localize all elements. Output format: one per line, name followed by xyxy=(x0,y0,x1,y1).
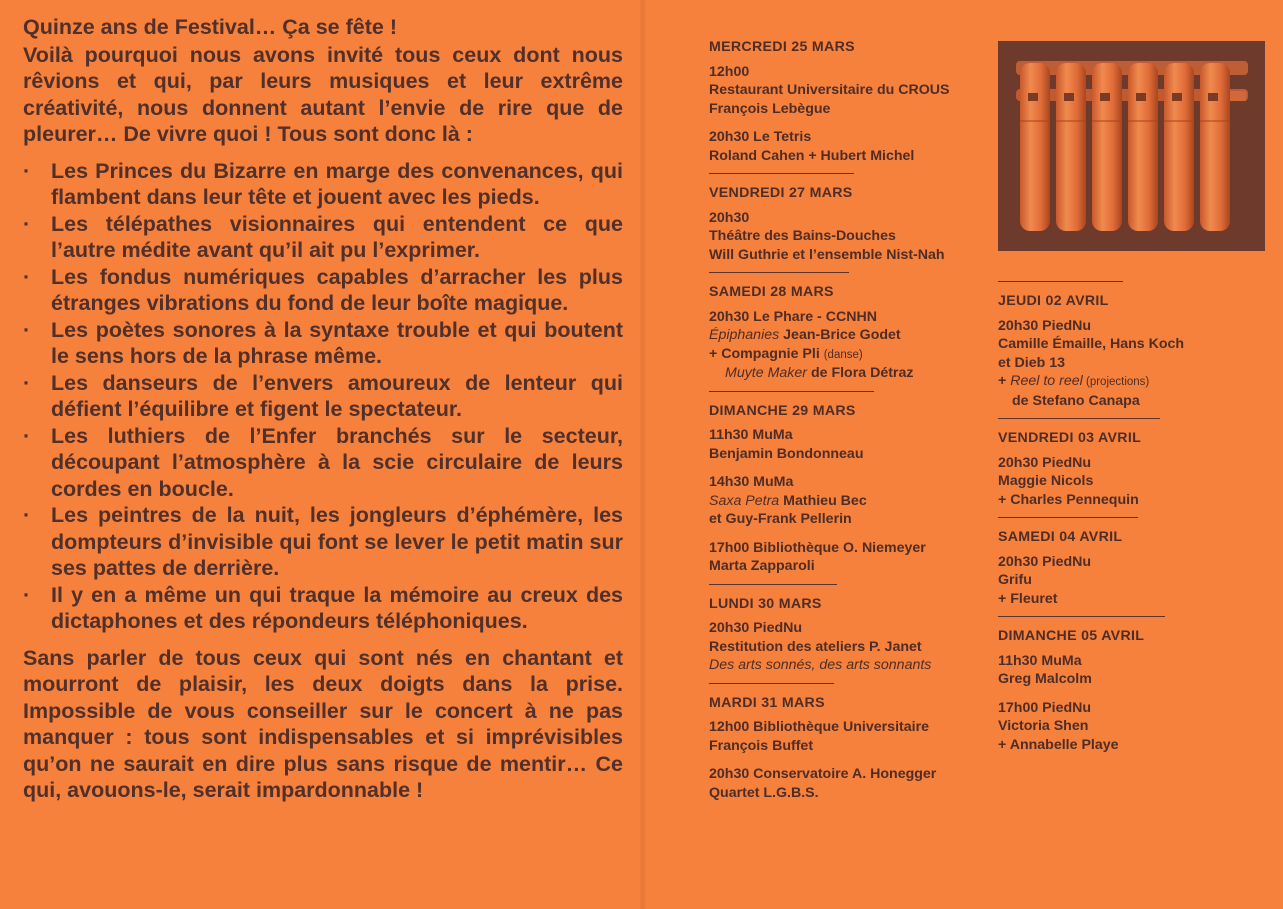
list-item-text: Les Princes du Bizarre en marge des convenances, qui flambent dans leur tête et jouent avec les pieds. xyxy=(51,158,623,209)
divider xyxy=(998,517,1138,518)
event-artist: et Guy-Frank Pellerin xyxy=(709,511,852,527)
list-item xyxy=(23,264,623,317)
day-heading: JEUDI 02 AVRIL xyxy=(998,293,1109,309)
page-fold xyxy=(640,0,646,909)
list-item xyxy=(23,370,623,423)
event-time: 17h00 PiedNu xyxy=(998,699,1092,716)
bullet: · xyxy=(23,582,31,607)
event-time: 20h30 Le Phare - CCNHN xyxy=(709,308,877,325)
list-item xyxy=(23,317,623,370)
event-artist: Camille Émaille, Hans Koch xyxy=(998,336,1185,352)
event-time: 17h00 Bibliothèque O. Niemeyer xyxy=(709,539,926,556)
event-artist: Marta Zapparoli xyxy=(709,558,815,574)
divider xyxy=(709,272,849,273)
event-artist: + Compagnie Pli (danse) xyxy=(709,345,863,362)
list-item-text: Les poètes sonores à la syntaxe trouble et qui boutent le sens hors de la phrase même. xyxy=(51,317,623,368)
list-item-text: Les danseurs de l’envers amoureux de lenteur qui défient l’équilibre et figent le spectateur. xyxy=(51,370,623,421)
event-artist: Roland Cahen + Hubert Michel xyxy=(709,147,915,164)
list-item xyxy=(23,502,623,582)
event-artist: Benjamin Bondonneau xyxy=(709,445,864,462)
bullet: · xyxy=(23,370,31,395)
list-item xyxy=(23,582,623,635)
event-venue: Théâtre des Bains-Douches xyxy=(709,228,896,244)
program-day xyxy=(709,283,989,383)
program-day xyxy=(709,38,989,165)
event-artist: Will Guthrie et l’ensemble Nist-Nah xyxy=(709,246,945,263)
list-item xyxy=(23,423,623,503)
divider xyxy=(998,418,1160,419)
day-heading: VENDREDI 27 MARS xyxy=(709,185,853,201)
bullet: · xyxy=(23,158,31,183)
event-time: 20h30 PiedNu xyxy=(998,317,1092,334)
event-time: 20h30 Conservatoire A. Honegger xyxy=(709,766,937,782)
day-heading: DIMANCHE 05 AVRIL xyxy=(998,628,1145,644)
event-time: 20h30 PiedNu xyxy=(709,620,803,636)
event-time: 11h30 MuMa xyxy=(998,652,1082,669)
divider xyxy=(709,173,854,174)
bullet: · xyxy=(23,264,31,289)
intro-paragraph: Voilà pourquoi nous avons invité tous ceux dont nous rêvions et qui, par leurs musiques et leur extrême créativité, nous donnent autant l’envie de rire que de pleurer… De vivre quoi ! Tous sont donc là : xyxy=(23,42,623,146)
sculpture-image xyxy=(998,41,1265,251)
program-day xyxy=(709,694,989,803)
event-artist: Quartet L.G.B.S. xyxy=(709,784,819,801)
program-day xyxy=(998,429,1278,509)
event-time: 11h30 MuMa xyxy=(709,427,793,443)
bullet: · xyxy=(23,503,31,527)
program-day xyxy=(998,627,1278,754)
list-item-text: Les luthiers de l’Enfer branchés sur le secteur, découpant l’atmosphère à la scie circulaire de leurs cordes en boucle. xyxy=(51,423,623,501)
event-artist: Maggie Nicols xyxy=(998,473,1094,489)
list-item-text: Les peintres de la nuit, les jongleurs d’éphémère, les dompteurs d’invisible qui font se lever le petit matin sur ses pattes de derrière. xyxy=(51,503,623,580)
bullet: · xyxy=(23,317,31,342)
program-column-1 xyxy=(709,38,989,802)
day-heading: VENDREDI 03 AVRIL xyxy=(998,430,1142,446)
divider xyxy=(709,391,874,392)
event-artist: + Charles Pennequin xyxy=(998,491,1139,508)
program-day xyxy=(709,184,989,264)
intro-text-block xyxy=(23,14,623,804)
event-artist: et Dieb 13 xyxy=(998,354,1066,371)
performer-list xyxy=(23,158,623,635)
list-item-text: Les fondus numériques capables d’arracher les plus étranges vibrations du fond de leur boîte magique. xyxy=(51,264,623,315)
event-artist: François Buffet xyxy=(709,737,814,754)
event-artist: François Lebègue xyxy=(709,100,831,117)
sculpture-photo xyxy=(998,41,1265,251)
list-item-text: Il y en a même un qui traque la mémoire au creux des dictaphones et des répondeurs téléphoniques. xyxy=(51,582,623,633)
divider xyxy=(709,584,837,585)
day-heading: MERCREDI 25 MARS xyxy=(709,39,855,55)
program-day xyxy=(709,402,989,576)
program-day xyxy=(709,595,989,675)
divider xyxy=(998,281,1123,282)
bullet: · xyxy=(23,211,31,236)
event-time: 20h30 PiedNu xyxy=(998,454,1092,471)
event-time: 14h30 MuMa xyxy=(709,474,794,490)
event-artist: Muyte Maker de Flora Détraz xyxy=(725,365,914,381)
event-subtitle: Des arts sonnés, des arts sonnants xyxy=(709,657,932,673)
outro-paragraph: Sans parler de tous ceux qui sont nés en chantant et mourront de plaisir, les deux doigts dans la prise. Impossible de vous conseiller sur le concert à ne pas manquer : tous sont indispensables et si imprévisibles qu’on ne saurait en dire plus sans risque de mentir… Ce qui, avouons-le, serait impardonnable ! xyxy=(23,645,623,802)
event-artist: Greg Malcolm xyxy=(998,671,1092,687)
event-artist: + Reel to reel (projections) xyxy=(998,373,1150,389)
event-time: 20h30 xyxy=(709,209,750,226)
day-heading: SAMEDI 04 AVRIL xyxy=(998,529,1123,545)
divider xyxy=(998,616,1165,617)
intro-title: Quinze ans de Festival… Ça se fête ! xyxy=(23,15,397,39)
program-day xyxy=(998,292,1278,410)
event-artist: Restitution des ateliers P. Janet xyxy=(709,638,922,655)
event-artist: Saxa Petra Mathieu Bec xyxy=(709,492,867,509)
list-item xyxy=(23,211,623,264)
bullet: · xyxy=(23,423,31,448)
event-time: 20h30 Le Tetris xyxy=(709,129,812,145)
day-heading: DIMANCHE 29 MARS xyxy=(709,402,856,419)
event-time: 20h30 PiedNu xyxy=(998,553,1092,570)
list-item xyxy=(23,158,623,211)
event-artist: Grifu xyxy=(998,572,1032,588)
program-column-2 xyxy=(998,295,1278,754)
program-day xyxy=(998,528,1278,608)
event-artist: Victoria Shen xyxy=(998,718,1089,734)
event-time: 12h00 Bibliothèque Universitaire xyxy=(709,719,929,735)
event-artist: Épiphanies Jean-Brice Godet xyxy=(709,327,901,343)
event-time: 12h00 xyxy=(709,63,750,80)
event-artist: + Annabelle Playe xyxy=(998,736,1119,753)
day-heading: SAMEDI 28 MARS xyxy=(709,284,834,300)
day-heading: MARDI 31 MARS xyxy=(709,694,825,711)
event-venue: Restaurant Universitaire du CROUS xyxy=(709,82,950,98)
event-artist: + Fleuret xyxy=(998,590,1058,607)
event-artist: de Stefano Canapa xyxy=(1012,392,1140,409)
divider xyxy=(709,683,834,684)
list-item-text: Les télépathes visionnaires qui entendent ce que l’autre médite avant qu’il ait pu l’exprimer. xyxy=(51,211,623,262)
day-heading: LUNDI 30 MARS xyxy=(709,595,822,612)
